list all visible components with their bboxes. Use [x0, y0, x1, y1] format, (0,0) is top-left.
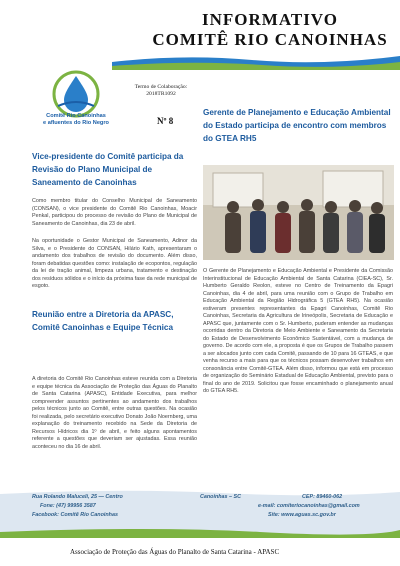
- publisher-line: Associação de Proteção das Águas do Planalto de Santa Catarina - APASC: [70, 548, 280, 556]
- termo-number: 2018TR1092: [146, 91, 176, 97]
- article3-paragraph1: O Gerente de Planejamento e Educação Ambiental e Presidente da Comissão Interinstitucional de Educação Ambiental de Santa Catarina (CIEA-SC), Sr. Humberto Geraldo Reolon, esteve no Centro de Treinamento da Epagri Canoinhas, dia 4 de abril, para uma reunião com o Grupo de Trabalho em Educação Ambiental da Região Hidrográfica 5 (GTEA RH5). Na ocasião estiveram presentes representantes da Epagri Canoinhas, Comitê Rio Canoinhas, Secretaria da Agricultura de Irineópolis, Secretaria de Educação e APASC que, juntamente com o Sr. Humberto, puderam entender as mudanças ocorridas dentro da Diretoria de Meio Ambiente e Saneamento da Secretaria do Estado de Desenvolvimento Econômico Sustentável, com a mudança de governo. De acordo com ele, a proposta é que os Grupos de Trabalho passem a ser alocados junto com cada Comitê, passando de 10 para 16 GTEAS, e que venha recurso a mais para que os técnicos possam desenvolver trabalhos em consonância entre Comitê-GTEA. Além disso, informou que está em processo de organização do Seminário Estadual de Educação Ambiental, previsto para o final do ano de 2019. Solicitou que fosse encaminhado o planejamento anual do GTEA RH5.: [203, 268, 393, 394]
- committee-logo-icon: [32, 68, 120, 156]
- article3-title: Gerente de Planejamento e Educação Ambiental do Estado participa de encontro com membros do GTEA RH5: [203, 108, 391, 143]
- meeting-photo-image: [203, 165, 394, 260]
- footer-phone: Fone: (47) 99956 3587: [40, 503, 96, 509]
- newsletter-title: INFORMATIVO: [202, 10, 338, 29]
- edition-number: Nº 8: [157, 116, 174, 126]
- footer-address: Rua Rolando Maluceli, 25 — Centro: [32, 494, 123, 500]
- footer-email[interactable]: e-mail: comiteriocanoinhas@gmail.com: [258, 503, 360, 509]
- footer-city: Canoinhas – SC: [200, 494, 242, 500]
- logo-caption-line2: e afluentes do Rio Negro: [43, 120, 109, 126]
- footer-facebook[interactable]: Facebook: Comitê Rio Canoinhas: [32, 512, 118, 518]
- meeting-photo: [203, 165, 394, 260]
- footer-site[interactable]: Site: www.aguas.sc.gov.br: [268, 512, 336, 518]
- article2-paragraph1: A diretoria do Comitê Rio Canoinhas esteve reunida com a Diretoria e equipe técnica da Associação de Proteção das Águas do Planalto de Santa Catarina (APASC), Entidade Executiva, para melhor compreender assuntos pertinentes ao andamento dos trabalhos pelos técnicos junto ao Comitê, entre outras questões. Na ocasião foi realizada, pelo secretário executivo Donato João Noernberg, uma explanação do treinamento recebido na Sede da Diretoria de Recursos Hídricos dia 1º de abril, e feito alguns apontamentos referente a questões que deveriam ser ajustadas. Essa reunião aconteceu no dia 16 de abril.: [32, 376, 197, 450]
- termo-colaboracao: [133, 84, 189, 98]
- article2-title: Reunião entre a Diretoria da APASC, Comitê Canoinhas e Equipe Técnica: [32, 310, 174, 332]
- article1-paragraph2: Na oportunidade o Gestor Municipal de Saneamento, Adinor da Silva, e o Presidente do CONSAN, Hilário Kath, apresentaram o andamento dos trabalhos de revisão do documento. Além disso, foram debatidas questões como: instalação de ecopontos, regulação da lei de tração animal, limpeza urbana, tratamento e destinação dos resíduos sólidos e o início da próxima fase da rede municipal de esgoto.: [32, 238, 197, 289]
- article1-title: Vice-presidente do Comitê participa da Revisão do Plano Municipal de Saneamento de Canoinhas: [32, 152, 184, 187]
- logo-caption-line1: Comitê Rio Canoinhas: [46, 113, 106, 119]
- logo-caption: [28, 113, 124, 127]
- termo-label: Termo de Colaboração:: [134, 84, 188, 90]
- article1-paragraph1: Como membro titular do Conselho Municipal de Saneamento (CONSAN), o vice presidente do Comitê Rio Canoinhas, Moacir Penkal, participou do processo de revisão do Plano de Municipal de Saneamento de Canoinhas, dia 23 de abril.: [32, 198, 197, 227]
- newsletter-subtitle: COMITÊ RIO CANOINHAS: [152, 30, 388, 49]
- header-wave-decoration: [112, 52, 400, 70]
- footer-cep: CEP: 89460-062: [302, 494, 343, 500]
